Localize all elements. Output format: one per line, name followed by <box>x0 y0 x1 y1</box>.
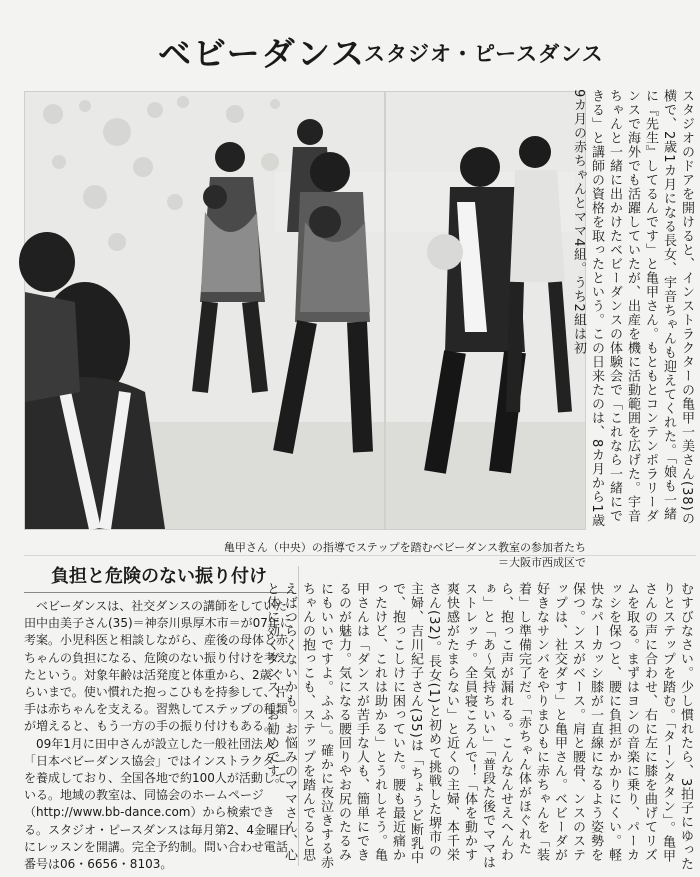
caption-line-1: 亀甲さん（中央）の指導でステップを踏むベビーダンス教室の参加者たち <box>223 541 586 554</box>
section-divider <box>24 555 696 556</box>
sidebar-body <box>24 598 294 873</box>
photo-illustration <box>25 92 585 529</box>
caption-line-2: ＝大阪市西成区で <box>498 556 586 569</box>
sidebar-paragraph-2: 09年1月に田中さんが設立した一般社団法人「日本ベビーダンス協会」ではインストラクターを養成しており、全国各地で約100人が活動している。地域の教室は、同協会のホームページ（http://www.bb-dance.com）から検索できる。スタジオ・ピースダンスは毎月第2、4金曜日にレッスンを開講。完全予約制。問い合わせ電話番号は06・6656・8103。 <box>24 736 290 872</box>
body-text: むすびなさい。少し慣れたら、3拍子にゆったりとステップを踏む。「ターンタタン」。亀甲さんの声に合わせ、右に左に膝を曲げてリズムを取る。まずはヨンの音楽に乗り、パーカッシを保つと、腰に負担がかかりにくい。軽快なパーカッシ膝が一直線になるよう姿勢を保つ。ンスがベース。肩と腰骨、ンスのステップは、社交ダす」と亀甲さん。ベビーダが好きなサンバをやりまひもに赤ちゃんを「装着」し準備完了だ。「赤ちゃん体がほぐれたら、抱っこ声が漏れる。こんなんせえへんわぁ」と「あ～気持ちいい」「普段た後でママはストレッチ。全員寝ころんで！「体を動かす爽快感がたまらない」と近くの主婦、本千栄さん(32)。長女(1)と初めて挑戦した堺市の主婦、吉川紀子さん(35)は「ちょうど断乳中で、抱っこしけに困っていた。腰も最近痛かったけど、これは助かる」とうれしそう。亀甲さんは「ダンスが苦手な人も、簡単にできるのが魅力。気になる腰回りやお尻のたるみにもいいですよ。ふふ」。確かに夜泣きする赤ちゃんの抱っこも、ステップを踏んでると思えばつらくないかも。お悩みのママさん、心と体に効くダンス、お勧めです。 <box>264 582 693 872</box>
dance-class-photo <box>24 91 586 530</box>
sidebar-headline: 負担と危険のない振り付け <box>51 566 267 587</box>
article-body-vertical <box>264 582 694 872</box>
headline-rule <box>24 592 294 593</box>
article-lead-vertical <box>571 89 695 529</box>
lead-text: スタジオのドアを開けると、インストラクターの亀甲一美さん(38)の横で、2歳1カ月になる長女、宇音ちゃんも迎えてくれた。「娘も一緒に『先生』してるんです」と亀甲さん。もともとコンテンポラリーダンスで海外でも活躍していたが、出産を機に活動範囲を広げた。宇音ちゃんと一緒に出かけたベビーダンスの体験会で「これなら一緒にできる」と講師の資格を取ったという。この日来たのは、8カ月から1歳9カ月の赤ちゃんとママ4組。うち2組は初 <box>571 89 694 528</box>
article-subtitle: スタジオ・ピースダンス <box>364 42 604 66</box>
article-title: ベビーダンス <box>158 34 367 73</box>
sidebar-paragraph-1: ベビーダンスは、社交ダンスの講師をしていた田中由美子さん(35)＝神奈川県厚木市＝が07年に考案。小児科医と相談しながら、産後の母体と赤ちゃんの負担になる、危険のない振り付けを考えたという。対象年齢は活発度と体重から、2歳ぐらいまで。使い慣れた抱っこひもを持参して、片手は赤ちゃんを支える。習熟してステップの種類が増えると、もう一方の手の振り付けもある。 <box>24 599 292 734</box>
